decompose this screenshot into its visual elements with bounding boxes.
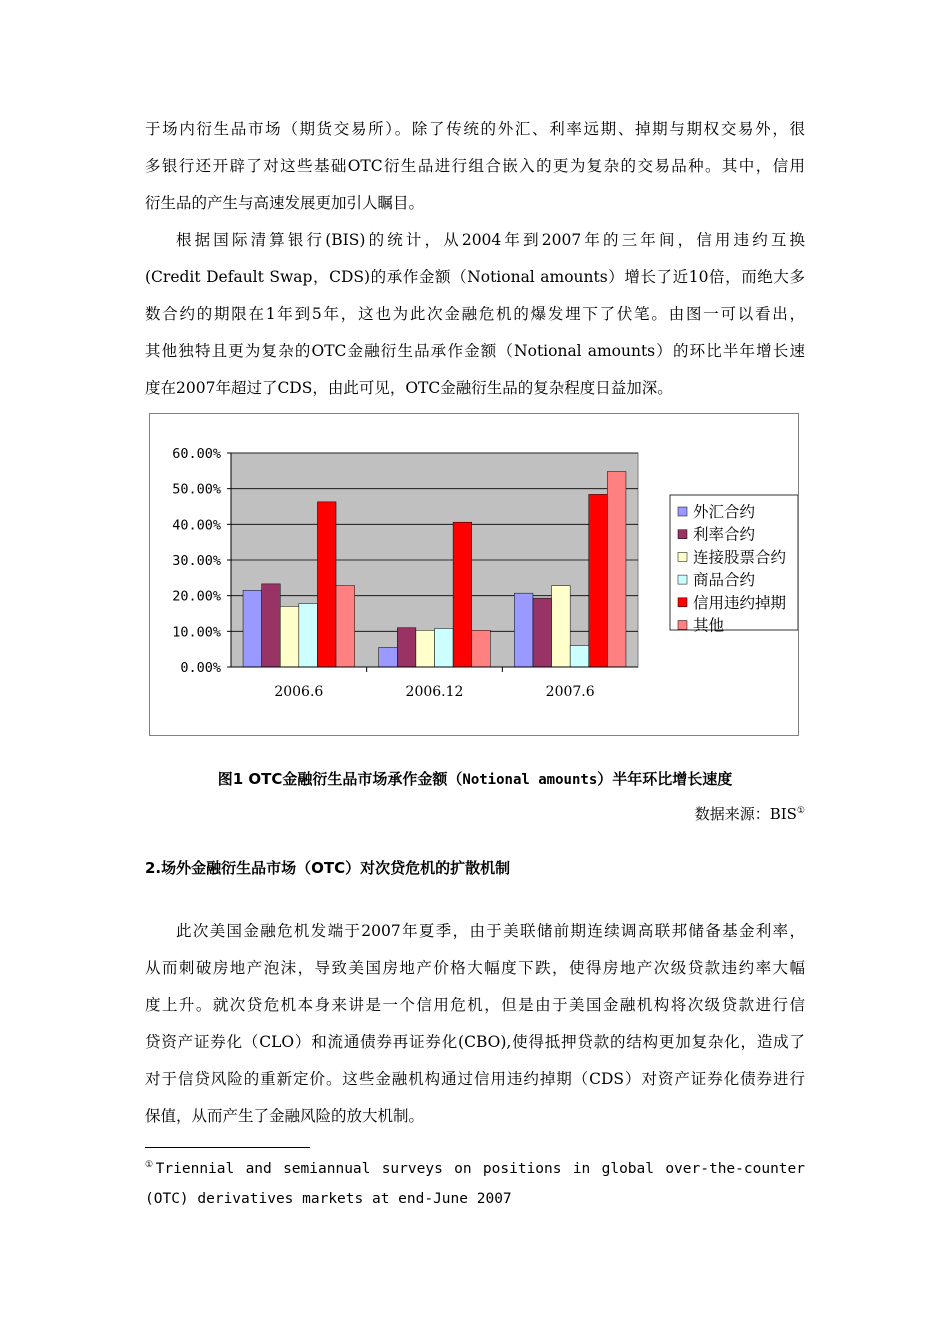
y-tick-label: 10.00% [172, 624, 221, 641]
text-line: 多银行还开辟了对这些基础OTC衍生品进行组合嵌入的更为复杂的交易品种。其中，信用 [145, 157, 805, 175]
bar [397, 628, 416, 667]
bar [453, 522, 472, 667]
bar [379, 647, 398, 667]
growth-bar-chart [149, 413, 799, 736]
text-line: 对于信贷风险的重新定价。这些金融机构通过信用违约掉期（CDS）对资产证券化债券进行 [145, 1070, 805, 1088]
text-line: 保值，从而产生了金融风险的放大机制。 [145, 1107, 425, 1125]
paragraph-bis-statistics [145, 222, 805, 407]
bar [280, 606, 299, 667]
x-tick-label: 2006.12 [405, 684, 464, 700]
text-line: 其他独特且更为复杂的OTC金融衍生品承作金额（Notional amounts）的环比半年增长速 [145, 342, 805, 360]
paragraph-crisis [145, 913, 805, 1135]
data-source [695, 803, 805, 824]
bar [416, 630, 435, 667]
bar [589, 494, 608, 667]
text-line: 度上升。就次贷危机本身来讲是一个信用危机，但是由于美国金融机构将次级贷款进行信 [145, 996, 805, 1014]
x-tick-label: 2007.6 [545, 684, 595, 700]
figure-caption [145, 768, 805, 789]
legend-label: 信用违约掉期 [693, 593, 787, 612]
footnote-line: (OTC) derivatives markets at end-June 2007 [145, 1190, 512, 1207]
legend-swatch [678, 621, 687, 630]
bar [243, 590, 262, 667]
footnote-line [145, 1150, 805, 1184]
text-line: 贷资产证券化（CLO）和流通债券再证券化(CBO),使得抵押贷款的结构更加复杂化，造成了 [145, 1033, 805, 1051]
chart-svg [150, 414, 798, 735]
text-line: (Credit Default Swap，CDS)的承作金额（Notional amounts）增长了近10倍，而绝大多 [145, 268, 805, 286]
bar [299, 604, 318, 667]
x-axis [231, 667, 638, 700]
bar [552, 586, 571, 667]
y-tick-label: 30.00% [172, 553, 221, 569]
legend-label: 外汇合约 [693, 503, 756, 521]
bar [435, 628, 454, 667]
legend-swatch [678, 507, 687, 516]
caption-prefix: 图1 OTC金融衍生品市场承作金额（ [217, 770, 463, 788]
footnote-divider [145, 1147, 310, 1148]
text-line: 根据国际清算银行(BIS)的统计，从2004年到2007年的三年间，信用违约互换 [176, 231, 805, 249]
text-line: 数合约的期限在1年到5年，这也为此次金融危机的爆发埋下了伏笔。由图一可以看出， [145, 305, 805, 323]
bar [533, 598, 552, 667]
legend-label: 连接股票合约 [693, 548, 787, 567]
legend-swatch [678, 530, 687, 539]
section-heading: 2.场外金融衍生品市场（OTC）对次贷危机的扩散机制 [145, 859, 511, 877]
x-tick-label: 2006.6 [274, 684, 324, 700]
text-line: 此次美国金融危机发端于2007年夏季，由于美联储前期连续调高联邦储备基金利率， [176, 922, 805, 940]
source-text: 数据来源：BIS [694, 805, 797, 823]
caption-suffix: ）半年环比增长速度 [597, 770, 733, 788]
legend-label: 利率合约 [693, 525, 756, 544]
y-tick-label: 60.00% [172, 446, 221, 462]
y-tick-label: 0.00% [180, 660, 221, 676]
footnote-ref[interactable]: ① [796, 806, 805, 816]
footnote-mark: ① [145, 1160, 156, 1170]
bar [514, 593, 533, 667]
caption-mono: Notional amounts [462, 772, 598, 788]
paragraph-intro [145, 111, 805, 222]
text-line: 度在2007年超过了CDS，由此可见，OTC金融衍生品的复杂程度日益加深。 [145, 379, 673, 397]
legend-swatch [678, 598, 687, 607]
y-tick-label: 50.00% [172, 481, 221, 498]
bar [317, 502, 336, 667]
legend-label: 其他 [693, 616, 725, 635]
legend-swatch [678, 552, 687, 561]
footnote [145, 1150, 805, 1214]
bar [262, 584, 281, 667]
bar [472, 630, 491, 667]
y-axis [172, 446, 231, 676]
y-tick-label: 40.00% [172, 517, 221, 534]
text-line: 衍生品的产生与高速发展更加引人瞩目。 [145, 194, 425, 212]
bar [607, 472, 626, 667]
bar [336, 586, 355, 667]
legend [670, 495, 798, 635]
bar [570, 646, 589, 667]
footnote-text: Triennial and semiannual surveys on positions in global over-the-counter [155, 1160, 805, 1177]
text-line: 于场内衍生品市场（期货交易所）。除了传统的外汇、利率远期、掉期与期权交易外，很 [145, 120, 805, 138]
y-tick-label: 20.00% [172, 588, 221, 605]
legend-swatch [678, 575, 687, 584]
legend-label: 商品合约 [693, 571, 756, 590]
text-line: 从而刺破房地产泡沫，导致美国房地产价格大幅度下跌，使得房地产次级贷款违约率大幅 [145, 959, 805, 977]
